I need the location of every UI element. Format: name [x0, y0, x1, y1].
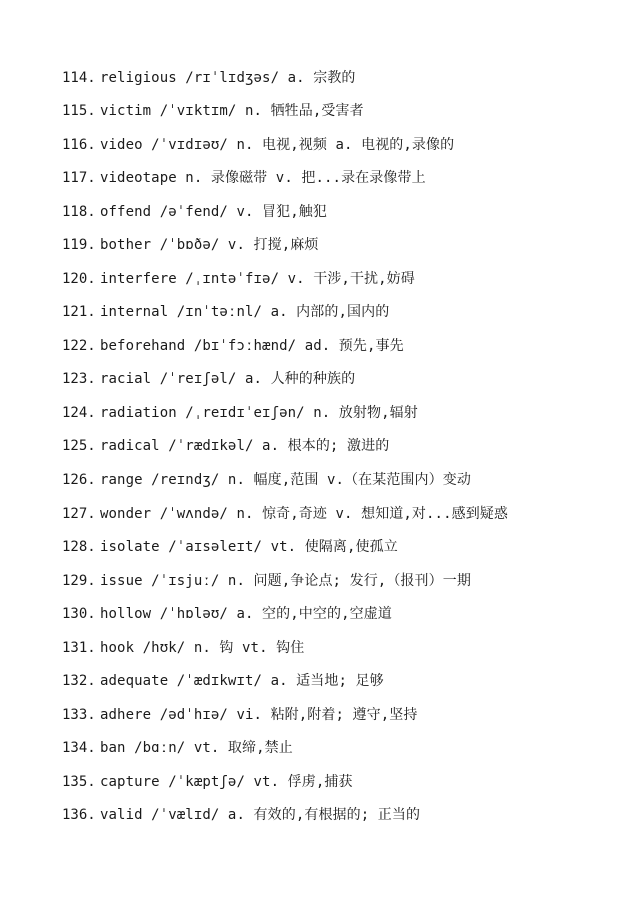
- entry-number: 115.: [62, 103, 96, 119]
- vocab-entry: [62, 166, 622, 190]
- entry-text: bother /ˈbɒðə/ v. 打搅,麻烦: [100, 237, 319, 253]
- entry-text: victim /ˈvɪktɪm/ n. 牺牲品,受害者: [100, 103, 364, 119]
- entry-number: 117.: [62, 170, 96, 186]
- entry-text: videotape n. 录像磁带 v. 把...录在录像带上: [100, 170, 426, 186]
- vocab-entry: [62, 636, 622, 660]
- entry-number: 119.: [62, 237, 96, 253]
- entry-number: 132.: [62, 673, 96, 689]
- vocab-entry: [62, 334, 622, 358]
- entry-text: interfere /ˌɪntəˈfɪə/ v. 干涉,干扰,妨碍: [100, 271, 415, 287]
- entry-text: hollow /ˈhɒləʊ/ a. 空的,中空的,空虚道: [100, 606, 392, 622]
- vocab-entry: [62, 300, 622, 324]
- entry-number: 133.: [62, 707, 96, 723]
- entry-number: 125.: [62, 438, 96, 454]
- entry-number: 130.: [62, 606, 96, 622]
- vocab-entry: [62, 736, 622, 760]
- vocab-entry: [62, 502, 622, 526]
- entry-number: 118.: [62, 204, 96, 220]
- entry-number: 129.: [62, 573, 96, 589]
- entry-number: 127.: [62, 506, 96, 522]
- entry-number: 124.: [62, 405, 96, 421]
- entry-text: capture /ˈkæptʃə/ vt. 俘虏,捕获: [100, 774, 353, 790]
- vocab-entry: [62, 367, 622, 391]
- vocab-entry: [62, 401, 622, 425]
- vocab-entry: [62, 669, 622, 693]
- vocab-entry: [62, 468, 622, 492]
- entry-number: 114.: [62, 70, 96, 86]
- entry-number: 121.: [62, 304, 96, 320]
- entry-text: ban /bɑːn/ vt. 取缔,禁止: [100, 740, 293, 756]
- entry-text: adhere /ədˈhɪə/ vi. 粘附,附着; 遵守,坚持: [100, 707, 418, 723]
- entry-number: 116.: [62, 137, 96, 153]
- entry-text: issue /ˈɪsjuː/ n. 问题,争论点; 发行,（报刊）一期: [100, 573, 471, 589]
- vocab-entry: [62, 200, 622, 224]
- entry-text: hook /hʊk/ n. 钩 vt. 钩住: [100, 640, 305, 656]
- entry-number: 126.: [62, 472, 96, 488]
- vocab-entry: [62, 133, 622, 157]
- vocab-entry: [62, 569, 622, 593]
- entry-number: 128.: [62, 539, 96, 555]
- entry-number: 122.: [62, 338, 96, 354]
- entry-text: wonder /ˈwʌndə/ n. 惊奇,奇迹 v. 想知道,对...感到疑惑: [100, 506, 509, 522]
- vocab-entry: [62, 99, 622, 123]
- vocab-entry: [62, 703, 622, 727]
- entry-text: range /reɪndʒ/ n. 幅度,范围 v.（在某范围内）变动: [100, 472, 471, 488]
- entry-text: beforehand /bɪˈfɔːhænd/ ad. 预先,事先: [100, 338, 404, 354]
- vocab-entry: [62, 66, 622, 90]
- entry-text: radical /ˈrædɪkəl/ a. 根本的; 激进的: [100, 438, 390, 454]
- vocab-entry: [62, 602, 622, 626]
- entry-text: video /ˈvɪdɪəʊ/ n. 电视,视频 a. 电视的,录像的: [100, 137, 455, 153]
- entry-text: adequate /ˈædɪkwɪt/ a. 适当地; 足够: [100, 673, 384, 689]
- entry-text: religious /rɪˈlɪdʒəs/ a. 宗教的: [100, 70, 356, 86]
- entry-number: 136.: [62, 807, 96, 823]
- vocab-entry: [62, 434, 622, 458]
- entry-number: 135.: [62, 774, 96, 790]
- vocab-entry: [62, 770, 622, 794]
- entry-text: valid /ˈvælɪd/ a. 有效的,有根据的; 正当的: [100, 807, 421, 823]
- vocab-entry: [62, 535, 622, 559]
- entry-text: racial /ˈreɪʃəl/ a. 人种的种族的: [100, 371, 356, 387]
- entry-number: 123.: [62, 371, 96, 387]
- entry-number: 134.: [62, 740, 96, 756]
- entry-text: radiation /ˌreɪdɪˈeɪʃən/ n. 放射物,辐射: [100, 405, 418, 421]
- vocab-entry: [62, 267, 622, 291]
- entry-number: 131.: [62, 640, 96, 656]
- vocab-entry: [62, 803, 622, 827]
- entry-number: 120.: [62, 271, 96, 287]
- entry-text: internal /ɪnˈtəːnl/ a. 内部的,国内的: [100, 304, 390, 320]
- entry-text: offend /əˈfend/ v. 冒犯,触犯: [100, 204, 327, 220]
- vocab-entry: [62, 233, 622, 257]
- entry-text: isolate /ˈaɪsəleɪt/ vt. 使隔离,使孤立: [100, 539, 398, 555]
